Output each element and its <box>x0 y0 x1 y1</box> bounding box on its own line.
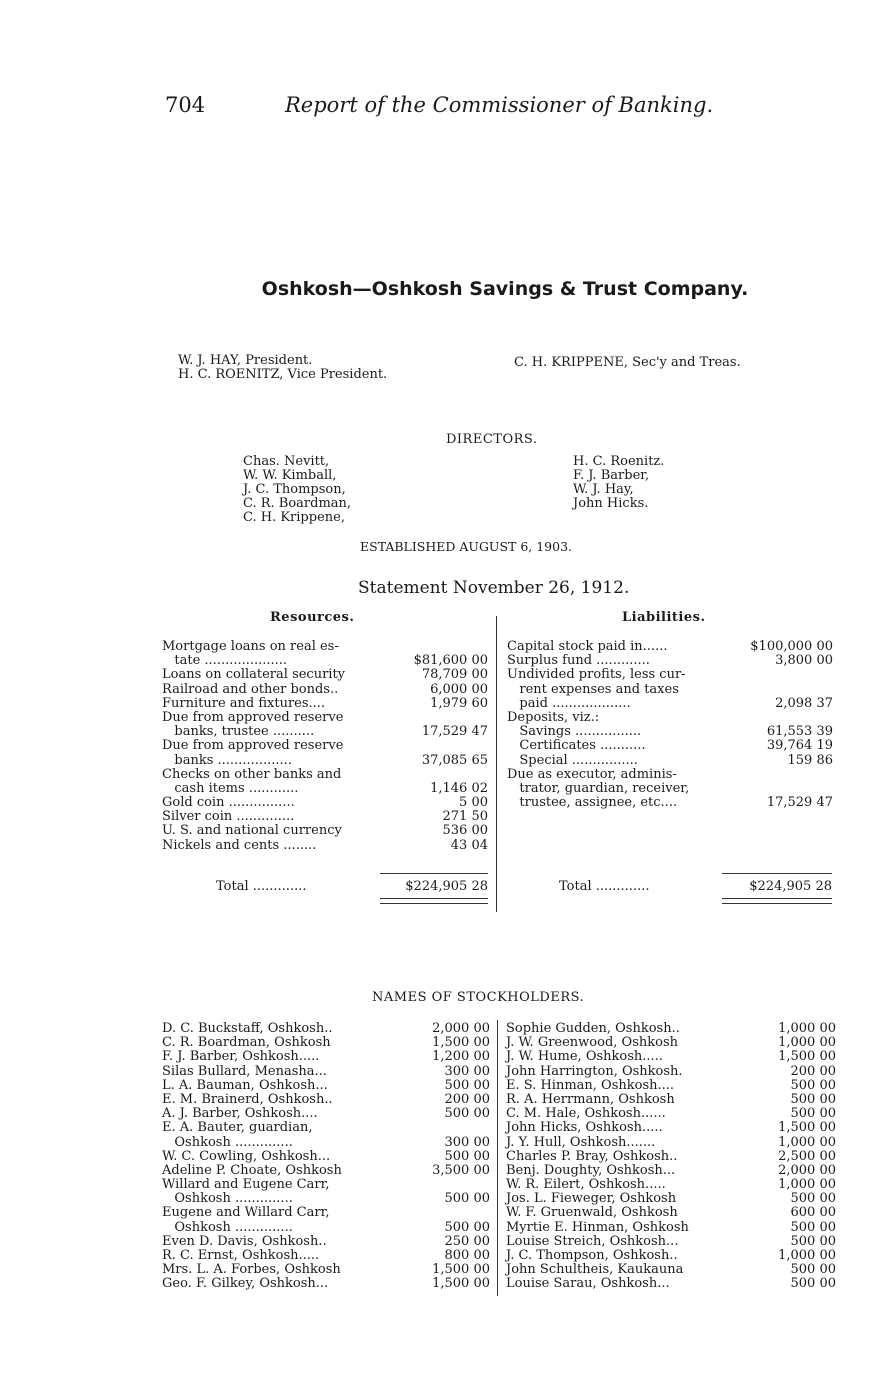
stockholders-divider <box>497 1020 498 1296</box>
stockholder-row-amount: 500 00 <box>444 1219 490 1235</box>
stockholder-row <box>506 1277 836 1291</box>
stockholder-row-amount: 500 00 <box>790 1091 836 1107</box>
directors-right <box>573 455 664 511</box>
director: W. J. Hay, <box>573 482 634 497</box>
stockholder-row <box>162 1036 492 1050</box>
stockholder-row <box>506 1136 836 1150</box>
resource-row-label: Loans on collateral security <box>162 667 346 683</box>
resource-row <box>162 782 492 796</box>
stockholder-row-label: John Schultheis, Kaukauna <box>506 1262 684 1278</box>
stockholder-row-amount: 1,500 00 <box>432 1276 490 1292</box>
stockholder-row-amount: 1,200 00 <box>432 1049 490 1065</box>
resource-row-amount: 37,085 65 <box>421 752 488 768</box>
stockholder-row-label: Benj. Doughty, Oshkosh... <box>506 1162 676 1178</box>
stockholder-row <box>162 1277 492 1291</box>
director: J. C. Thompson, <box>243 482 346 497</box>
liability-row-amount: 61,553 39 <box>766 724 833 740</box>
resource-row-label: Due from approved reserve <box>162 738 344 754</box>
liability-row-label: Special ................ <box>507 752 638 768</box>
liability-row-amount: 17,529 47 <box>766 795 833 811</box>
stockholder-row-amount: 500 00 <box>790 1262 836 1278</box>
resource-row <box>162 796 492 810</box>
stockholder-row-label: J. C. Thompson, Oshkosh.. <box>506 1248 678 1263</box>
stockholder-row-label: D. C. Buckstaff, Oshkosh.. <box>162 1021 333 1036</box>
resource-row <box>162 739 492 753</box>
liability-row <box>507 654 835 668</box>
stockholder-row-amount: 1,500 00 <box>778 1049 836 1065</box>
stockholder-row <box>506 1050 836 1064</box>
liability-row <box>507 725 835 739</box>
running-title: Report of the Commissioner of Banking. <box>285 93 714 117</box>
resource-row <box>162 683 492 697</box>
resource-row <box>162 640 492 654</box>
stockholder-row-label: E. A. Bauter, guardian, <box>162 1120 313 1136</box>
liability-row <box>507 768 835 782</box>
stockholder-row-label: Willard and Eugene Carr, <box>162 1177 330 1193</box>
liability-row <box>507 739 835 753</box>
stockholder-row <box>162 1178 492 1192</box>
liability-row-amount: 39,764 19 <box>766 738 833 754</box>
stockholder-row <box>506 1107 836 1121</box>
stockholder-row <box>506 1263 836 1277</box>
stockholder-row-amount: 2,000 00 <box>778 1162 836 1178</box>
stockholder-row <box>162 1050 492 1064</box>
stockholder-row-label: Oshkosh .............. <box>162 1191 293 1207</box>
liability-row-label: rent expenses and taxes <box>507 681 679 697</box>
stockholder-row-amount: 250 00 <box>444 1233 490 1249</box>
liability-row <box>507 754 835 768</box>
directors-heading: DIRECTORS. <box>446 432 538 447</box>
stockholder-row-label: Even D. Davis, Oshkosh.. <box>162 1233 327 1249</box>
stockholder-row <box>506 1121 836 1135</box>
resources-heading: Resources. <box>270 610 355 625</box>
resource-row-label: tate .................... <box>162 653 288 669</box>
stockholder-row-amount: 1,500 00 <box>432 1035 490 1051</box>
stockholder-row-label: Silas Bullard, Menasha... <box>162 1063 327 1079</box>
stockholder-row <box>162 1065 492 1079</box>
liability-row-amount: 159 86 <box>787 752 833 768</box>
stockholders-left-list <box>162 1022 492 1292</box>
stockholder-row-amount: 500 00 <box>790 1191 836 1207</box>
resource-row <box>162 654 492 668</box>
stockholder-row <box>162 1121 492 1135</box>
liability-row-amount: 3,800 00 <box>775 653 833 669</box>
stockholder-row-label: Louise Streich, Oshkosh... <box>506 1233 679 1249</box>
resource-row <box>162 697 492 711</box>
stockholder-row-label: F. J. Barber, Oshkosh..... <box>162 1049 320 1065</box>
resource-row <box>162 824 492 838</box>
liability-row-label: Certificates ........... <box>507 738 646 754</box>
liability-row <box>507 668 835 682</box>
resource-row-label: Checks on other banks and <box>162 766 342 782</box>
stockholder-row-label: C. R. Boardman, Oshkosh <box>162 1035 331 1051</box>
resource-row-amount: 1,979 60 <box>430 695 488 711</box>
officer-vice-president: H. C. ROENITZ, Vice President. <box>178 367 388 382</box>
stockholder-row-amount: 2,500 00 <box>778 1148 836 1164</box>
resource-row <box>162 810 492 824</box>
resource-row-label: Silver coin .............. <box>162 809 295 825</box>
stockholder-row <box>162 1263 492 1277</box>
stockholder-row <box>162 1093 492 1107</box>
stockholder-row-amount: 500 00 <box>790 1106 836 1122</box>
stockholder-row-amount: 1,000 00 <box>778 1177 836 1193</box>
liabilities-table <box>507 640 835 810</box>
resource-row-amount: 5 00 <box>459 795 488 811</box>
stockholder-row-amount: 500 00 <box>444 1191 490 1207</box>
stockholder-row-label: John Harrington, Oshkosh. <box>506 1063 683 1079</box>
director: C. H. Krippene, <box>243 510 345 525</box>
liability-row-label: Surplus fund ............. <box>507 653 650 669</box>
resource-row <box>162 668 492 682</box>
stockholder-row <box>162 1249 492 1263</box>
stockholder-row-amount: 300 00 <box>444 1134 490 1150</box>
stockholder-row <box>162 1107 492 1121</box>
stockholder-row <box>162 1206 492 1220</box>
liabilities-total-label: Total ............. <box>559 879 650 894</box>
stockholder-row <box>162 1235 492 1249</box>
stockholder-row <box>506 1178 836 1192</box>
stockholder-row <box>162 1136 492 1150</box>
officers-left <box>178 354 387 382</box>
stockholder-row <box>506 1036 836 1050</box>
stockholder-row-label: Oshkosh .............. <box>162 1134 293 1150</box>
stockholder-row <box>506 1235 836 1249</box>
stockholder-row-label: J. W. Hume, Oshkosh..... <box>506 1049 663 1065</box>
stockholder-row-label: Mrs. L. A. Forbes, Oshkosh <box>162 1262 341 1278</box>
stockholder-row-label: Louise Sarau, Oshkosh... <box>506 1276 670 1292</box>
resources-sum-rule <box>380 873 488 874</box>
resource-row <box>162 754 492 768</box>
stockholder-row <box>162 1150 492 1164</box>
statement-title: Statement November 26, 1912. <box>358 578 630 598</box>
liabilities-total-double-rule <box>722 898 832 904</box>
stockholder-row-amount: 500 00 <box>444 1077 490 1093</box>
resource-row-amount: 1,146 02 <box>430 780 488 796</box>
liability-row <box>507 683 835 697</box>
stockholder-row-label: R. A. Herrmann, Oshkosh <box>506 1091 675 1107</box>
resource-row-label: Railroad and other bonds.. <box>162 681 339 697</box>
director: F. J. Barber, <box>573 468 650 483</box>
stockholder-row-label: J. Y. Hull, Oshkosh....... <box>506 1134 656 1150</box>
stockholder-row-amount: 500 00 <box>790 1077 836 1093</box>
liability-row-label: Deposits, viz.: <box>507 709 600 725</box>
stockholder-row <box>506 1079 836 1093</box>
resource-row-label: U. S. and national currency <box>162 823 342 839</box>
stockholder-row-label: E. M. Brainerd, Oshkosh.. <box>162 1091 333 1107</box>
liabilities-sum-rule <box>722 873 832 874</box>
stockholder-row-amount: 500 00 <box>444 1106 490 1122</box>
stockholder-row <box>162 1164 492 1178</box>
stockholder-row <box>162 1192 492 1206</box>
stockholder-row-label: C. M. Hale, Oshkosh...... <box>506 1106 666 1122</box>
directors-left <box>243 455 351 525</box>
resource-row <box>162 725 492 739</box>
resource-row-amount: $81,600 00 <box>413 653 488 669</box>
stockholder-row-label: L. A. Bauman, Oshkosh... <box>162 1077 328 1093</box>
stockholder-row-amount: 200 00 <box>790 1063 836 1079</box>
stockholder-row-amount: 300 00 <box>444 1063 490 1079</box>
director: H. C. Roenitz. <box>573 454 665 469</box>
stockholder-row-label: W. F. Gruenwald, Oshkosh <box>506 1205 678 1221</box>
liability-row-label: Undivided profits, less cur- <box>507 667 686 683</box>
director: John Hicks. <box>573 496 649 511</box>
liability-row-amount: $100,000 00 <box>750 639 833 654</box>
stockholder-row <box>506 1093 836 1107</box>
stockholder-row-amount: 200 00 <box>444 1091 490 1107</box>
resource-row-amount: 6,000 00 <box>430 681 488 697</box>
stockholder-row-label: A. J. Barber, Oshkosh.... <box>162 1106 318 1122</box>
stockholder-row-label: Adeline P. Choate, Oshkosh <box>162 1162 342 1178</box>
stockholder-row-label: E. S. Hinman, Oshkosh.... <box>506 1077 675 1093</box>
resource-row <box>162 839 492 853</box>
stockholder-row-amount: 2,000 00 <box>432 1021 490 1036</box>
stockholder-row-label: Oshkosh .............. <box>162 1219 293 1235</box>
stockholder-row-amount: 1,000 00 <box>778 1035 836 1051</box>
stockholder-row-label: Geo. F. Gilkey, Oshkosh... <box>162 1276 329 1292</box>
stockholder-row-amount: 1,000 00 <box>778 1248 836 1263</box>
resource-row-amount: 17,529 47 <box>421 724 488 740</box>
stockholder-row-label: R. C. Ernst, Oshkosh..... <box>162 1248 320 1263</box>
liability-row <box>507 711 835 725</box>
stockholder-row <box>506 1164 836 1178</box>
column-divider <box>496 616 497 912</box>
stockholder-row <box>506 1065 836 1079</box>
stockholders-heading: NAMES OF STOCKHOLDERS. <box>372 990 585 1005</box>
stockholders-right-list <box>506 1022 836 1292</box>
resource-row-amount: 536 00 <box>442 823 488 839</box>
stockholder-row-label: W. R. Eilert, Oshkosh..... <box>506 1177 666 1193</box>
liability-row-label: Savings ................ <box>507 724 642 740</box>
resource-row-label: Furniture and fixtures.... <box>162 695 326 711</box>
resource-row-label: Mortgage loans on real es- <box>162 639 339 654</box>
stockholder-row <box>506 1221 836 1235</box>
liability-row-label: trator, guardian, receiver, <box>507 780 690 796</box>
stockholder-row <box>506 1206 836 1220</box>
resource-row-label: Nickels and cents ........ <box>162 837 317 853</box>
stockholder-row <box>506 1192 836 1206</box>
resources-total-amount: $224,905 28 <box>405 879 488 894</box>
officer-secretary-treasurer: C. H. KRIPPENE, Sec'y and Treas. <box>514 355 741 370</box>
stockholder-row-label: Eugene and Willard Carr, <box>162 1205 330 1221</box>
resource-row-label: banks .................. <box>162 752 292 768</box>
stockholder-row-label: Jos. L. Fieweger, Oshkosh <box>506 1191 677 1207</box>
stockholder-row-label: Charles P. Bray, Oshkosh.. <box>506 1148 678 1164</box>
liability-row-label: Capital stock paid in...... <box>507 639 668 654</box>
stockholder-row <box>162 1079 492 1093</box>
stockholder-row <box>162 1221 492 1235</box>
liability-row <box>507 640 835 654</box>
liability-row <box>507 697 835 711</box>
director: C. R. Boardman, <box>243 496 352 511</box>
resources-total-label: Total ............. <box>216 879 307 894</box>
liability-row-label: Due as executor, adminis- <box>507 766 677 782</box>
stockholder-row-amount: 500 00 <box>790 1276 836 1292</box>
resource-row-label: banks, trustee .......... <box>162 724 315 740</box>
director: Chas. Nevitt, <box>243 454 330 469</box>
resource-row <box>162 768 492 782</box>
resource-row-label: cash items ............ <box>162 780 299 796</box>
stockholder-row-amount: 1,000 00 <box>778 1021 836 1036</box>
resource-row <box>162 711 492 725</box>
stockholder-row-amount: 1,500 00 <box>432 1262 490 1278</box>
bank-title: Oshkosh—Oshkosh Savings & Trust Company. <box>261 278 749 300</box>
liabilities-heading: Liabilities. <box>622 610 706 625</box>
stockholder-row <box>506 1150 836 1164</box>
liabilities-total-amount: $224,905 28 <box>749 879 832 894</box>
stockholder-row-amount: 1,000 00 <box>778 1134 836 1150</box>
resources-table <box>162 640 492 853</box>
stockholder-row-amount: 500 00 <box>790 1233 836 1249</box>
stockholder-row-amount: 3,500 00 <box>432 1162 490 1178</box>
page-number: 704 <box>165 93 206 117</box>
stockholder-row <box>162 1022 492 1036</box>
resource-row-amount: 43 04 <box>450 837 488 853</box>
stockholder-row-label: Sophie Gudden, Oshkosh.. <box>506 1021 680 1036</box>
stockholder-row-amount: 500 00 <box>444 1148 490 1164</box>
stockholder-row-label: W. C. Cowling, Oshkosh... <box>162 1148 331 1164</box>
stockholder-row-label: Myrtie E. Hinman, Oshkosh <box>506 1219 689 1235</box>
stockholder-row-amount: 1,500 00 <box>778 1120 836 1136</box>
liability-row-amount: 2,098 37 <box>775 695 833 711</box>
resources-total-double-rule <box>380 898 488 904</box>
stockholder-row-amount: 800 00 <box>444 1248 490 1263</box>
director: W. W. Kimball, <box>243 468 337 483</box>
liability-row <box>507 796 835 810</box>
stockholder-row-amount: 500 00 <box>790 1219 836 1235</box>
stockholder-row <box>506 1249 836 1263</box>
officer-president: W. J. HAY, President. <box>178 353 313 368</box>
liability-row-label: paid ................... <box>507 695 631 711</box>
resource-row-label: Gold coin ................ <box>162 795 295 811</box>
resource-row-amount: 271 50 <box>442 809 488 825</box>
stockholder-row-amount: 600 00 <box>790 1205 836 1221</box>
resource-row-amount: 78,709 00 <box>421 667 488 683</box>
liability-row-label: trustee, assignee, etc.... <box>507 795 678 811</box>
resource-row-label: Due from approved reserve <box>162 709 344 725</box>
liability-row <box>507 782 835 796</box>
stockholder-row <box>506 1022 836 1036</box>
established-date: ESTABLISHED AUGUST 6, 1903. <box>360 539 573 554</box>
stockholder-row-label: John Hicks, Oshkosh..... <box>506 1120 663 1136</box>
stockholder-row-label: J. W. Greenwood, Oshkosh <box>506 1035 678 1051</box>
